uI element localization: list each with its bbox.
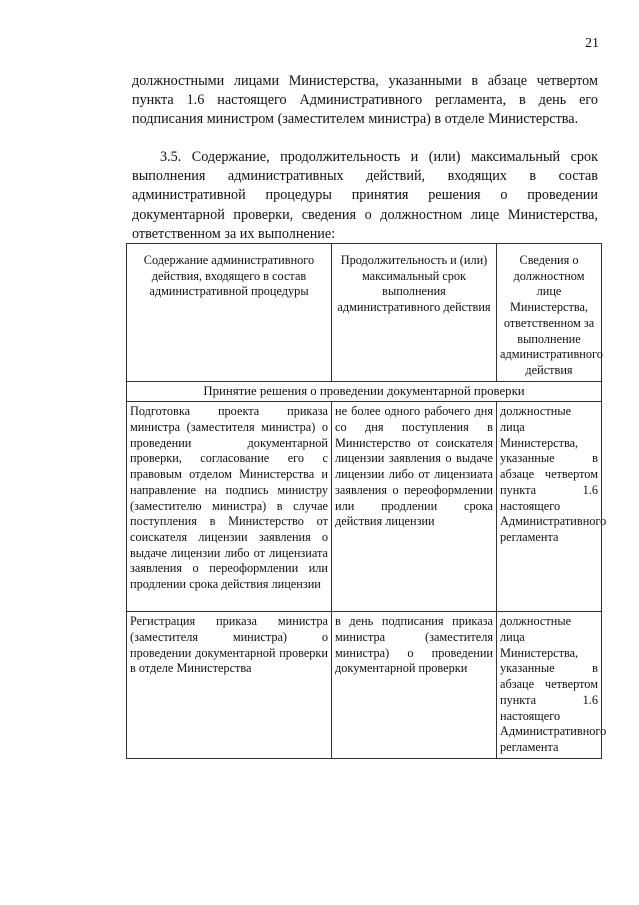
table-row xyxy=(127,402,602,612)
cell-responsible: должностные лица Министерства, указанные в абзаце четвертом пункта 1.6 настоящего Административного регламента xyxy=(497,402,602,612)
table-header-row xyxy=(127,244,602,382)
paragraph-3-5: 3.5. Содержание, продолжительность и (или) максимальный срок выполнения административных действий, входящих в состав административной процедуры принятия решения о проведении документарной проверки, сведения о должностном лице Министерства, ответственном за их выполнение: xyxy=(132,149,598,242)
section-title: Принятие решения о проведении документарной проверки xyxy=(127,381,602,402)
cell-action: Подготовка проекта приказа министра (заместителя министра) о проведении документарной проверки, согласование его с правовым отделом Министерства и направление на подпись министру (заместителю министра) в случае поступления в Министерство от соискателя лицензии заявления о выдаче лицензии либо от лицензиата заявления о переоформлении или продлении срока действия лицензии xyxy=(127,402,332,612)
header-action-content: Содержание административного действия, входящего в состав административной процедуры xyxy=(127,244,332,382)
procedure-table xyxy=(126,243,607,759)
cell-duration: не более одного рабочего дня со дня поступления в Министерство от соискателя лицензии заявления о выдаче лицензии либо от лицензиата заявления о переоформлении или продлении срока действия лицензии xyxy=(332,402,497,612)
table-section-row xyxy=(127,381,602,402)
cell-responsible: должностные лица Министерства, указанные в абзаце четвертом пункта 1.6 настоящего Административного регламента xyxy=(497,612,602,758)
paragraph-continuation: должностными лицами Министерства, указанными в абзаце четвертом пункта 1.6 настоящего Административного регламента, в день его подписания министром (заместителем министра) в отделе Министерства. xyxy=(132,73,598,128)
cell-action: Регистрация приказа министра (заместителя министра) о проведении документарной проверки в отделе Министерства xyxy=(127,612,332,758)
table-row xyxy=(127,612,602,758)
header-duration: Продолжительность и (или) максимальный срок выполнения административного действия xyxy=(332,244,497,382)
header-responsible: Сведения о должностном лице Министерства, ответственном за выполнение административного действия xyxy=(497,244,602,382)
cell-duration: в день подписания приказа министра (заместителя министра) о проведении документарной проверки xyxy=(332,612,497,758)
page-number: 21 xyxy=(585,36,599,51)
